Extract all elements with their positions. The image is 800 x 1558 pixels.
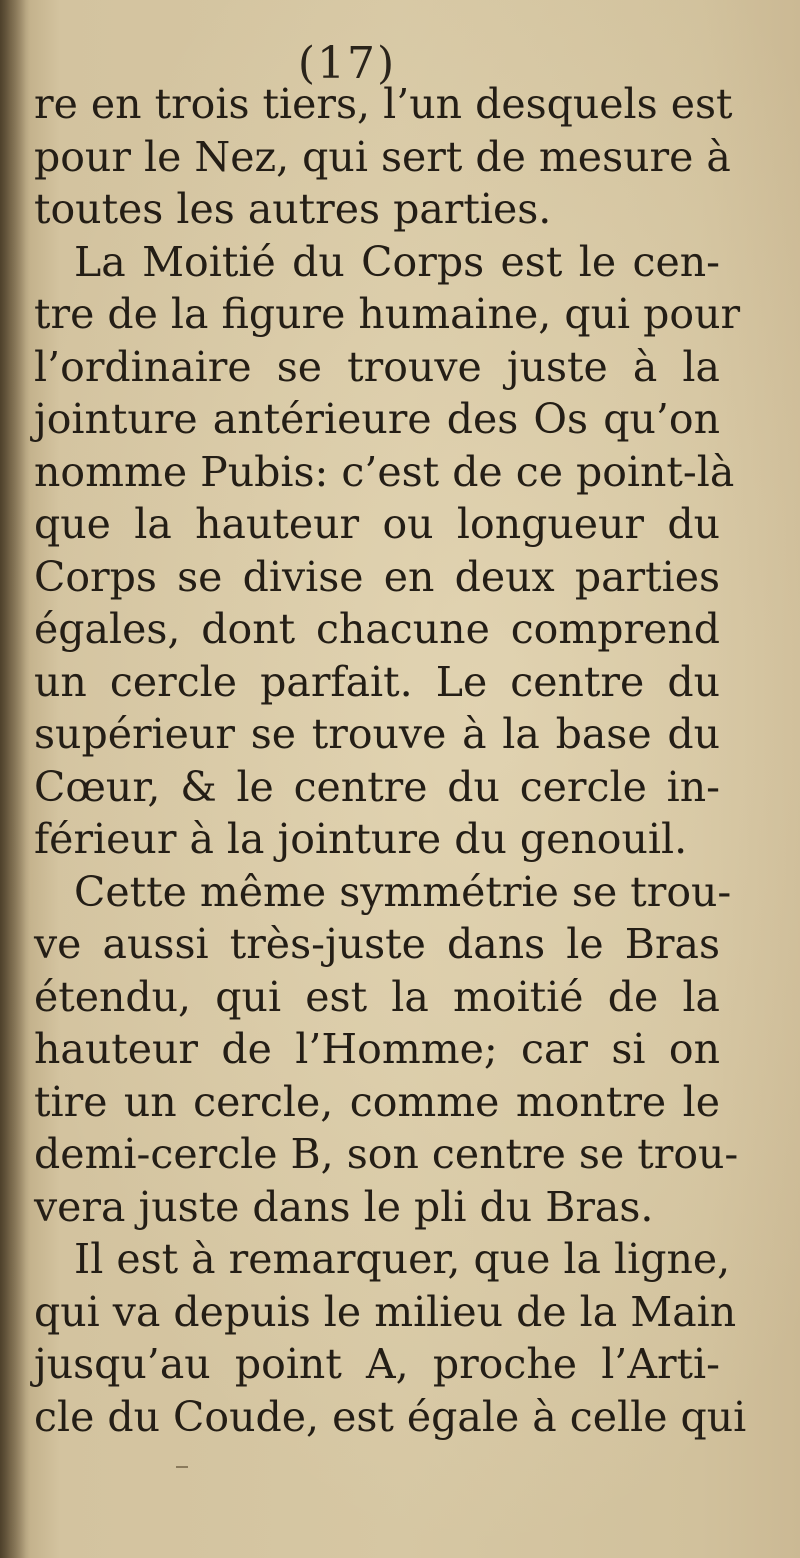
text-line: étendu, qui est la moitié de la	[34, 972, 720, 1021]
text-line: qui va depuis le milieu de la Main	[34, 1287, 737, 1336]
text-line: toutes les autres parties.	[34, 185, 552, 233]
text-line: ve aussi très-juste dans le Bras	[34, 920, 720, 968]
text-line: nomme Pubis: c’est de ce point-là	[34, 447, 735, 496]
text-line: cle du Coude, est égale à celle qui	[34, 1392, 747, 1441]
text-line: re en trois tiers, l’un desquels est	[34, 80, 733, 128]
text-line: hauteur de l’Homme; car si on	[34, 1025, 720, 1073]
text-line: pour le Nez, qui sert de mesure à	[34, 132, 731, 181]
body-text	[34, 78, 747, 1443]
text-line: Cette même symmétrie se trou-	[74, 867, 732, 916]
text-line: l’ordinaire se trouve juste à la	[34, 342, 720, 391]
text-line: demi-cercle B, son centre se trou-	[34, 1130, 739, 1178]
page-gutter-shadow	[0, 0, 30, 1558]
page-number: (17)	[297, 38, 397, 89]
text-line: férieur à la jointure du genouil.	[34, 815, 688, 863]
text-line: jointure antérieure des Os qu’on	[34, 395, 720, 443]
text-line: tre de la figure humaine, qui pour	[34, 290, 741, 338]
text-line: égales, dont chacune comprend	[34, 605, 720, 653]
text-line: supérieur se trouve à la base du	[34, 710, 720, 758]
text-line: vera juste dans le pli du Bras.	[34, 1182, 654, 1231]
text-line: Il est à remarquer, que la ligne,	[74, 1235, 731, 1283]
text-line: jusqu’au point A, proche l’Arti-	[34, 1340, 720, 1388]
text-line: que la hauteur ou longueur du	[34, 500, 720, 548]
text-line: Cœur, & le centre du cercle in-	[34, 762, 720, 811]
text-line: La Moitié du Corps est le cen-	[74, 237, 720, 286]
page-mark	[176, 1466, 188, 1468]
text-line: tire un cercle, comme montre le	[34, 1077, 720, 1126]
text-line: un cercle parfait. Le centre du	[34, 657, 720, 706]
text-line: Corps se divise en deux parties	[34, 552, 720, 601]
